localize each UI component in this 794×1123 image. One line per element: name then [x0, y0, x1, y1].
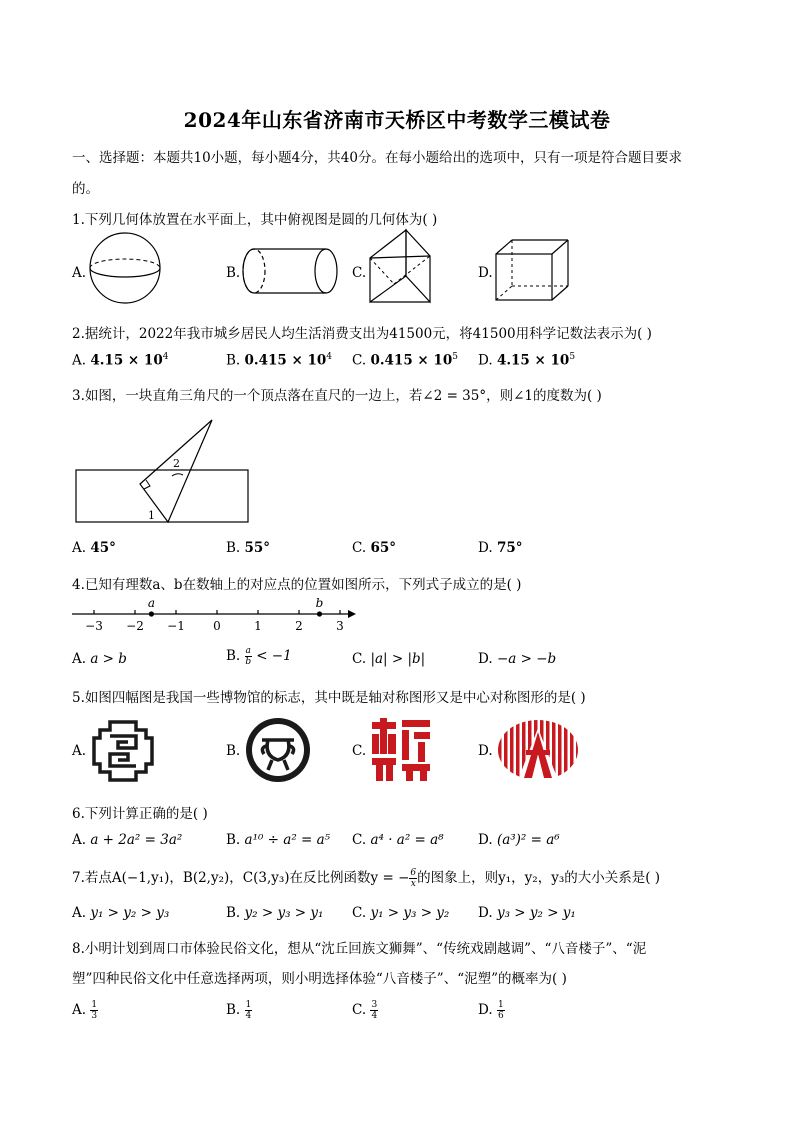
option-label: A. [72, 905, 87, 921]
q5-option-c-label: C. [352, 743, 367, 759]
stem-text: 的图象上，则y₁，y₂，y₃的大小关系是( ) [417, 870, 661, 886]
q8-option-a [72, 1000, 98, 1021]
q6-option-b [226, 832, 330, 848]
option-value: 65° [370, 540, 396, 556]
option-label: C. [352, 1002, 367, 1018]
option-label: C. [352, 832, 367, 848]
q4-option-c [352, 651, 425, 667]
number-line-tick-label: −1 [167, 619, 185, 633]
option-value: y₃ > y₂ > y₁ [496, 905, 576, 921]
inverse-function-fraction [409, 868, 417, 889]
option-value: −a > −b [496, 651, 557, 667]
option-label: B. [226, 905, 241, 921]
logo-stripe [570, 718, 574, 782]
option-label: B. [226, 540, 241, 556]
q6-option-a [72, 832, 182, 848]
q3-option-b [226, 540, 270, 556]
question-3-stem: 3.如图，一块直角三角尺的一个顶点落在直尺的一边上，若∠2 = 35°，则∠1的度数为( ) [72, 388, 602, 404]
number-line-tick-label: 0 [213, 619, 221, 633]
option-label: D. [478, 1002, 493, 1018]
option-value: |a| > |b| [370, 651, 426, 667]
fraction-denominator: 6 [497, 1011, 504, 1021]
question-2-stem: 2.据统计，2022年我市城乡居民人均生活消费支出为41500元，将41500用科学记数法表示为( ) [72, 326, 652, 342]
fraction-numerator: 1 [91, 1000, 98, 1010]
q8-option-b [226, 1000, 252, 1021]
option-label: B. [226, 1002, 241, 1018]
q1-option-d-label: D. [478, 265, 493, 281]
number-line-point-a [149, 611, 154, 616]
q3-option-d [478, 540, 522, 556]
logo-stripe [558, 718, 562, 782]
q5-option-a-label: A. [72, 743, 87, 759]
q7-option-b [226, 905, 323, 921]
question-8-stem-line1: 8.小明计划到周口市体验民俗文化，想从“沈丘回族文狮舞”、“传统戏剧越调”、“八音楼子”、“泥 [72, 941, 647, 957]
question-4-stem: 4.已知有理数a、b在数轴上的对应点的位置如图所示，下列式子成立的是( ) [72, 577, 522, 593]
option-exponent: 5 [452, 352, 458, 362]
fraction-denominator: 4 [245, 1011, 252, 1021]
fraction-numerator: a [245, 646, 251, 656]
number-line-point-label: a [147, 596, 155, 610]
option-value: 55° [244, 540, 271, 556]
red-striped-arch-logo-icon [496, 718, 580, 782]
q3-option-c [352, 540, 396, 556]
logo-stripe [510, 718, 514, 782]
option-label: C. [352, 651, 367, 667]
q2-option-d [478, 352, 575, 369]
meander-logo-icon [90, 718, 156, 784]
number-line-tick-label: 2 [295, 619, 303, 633]
option-value: < −1 [256, 648, 292, 664]
red-glyph-logo-icon [370, 718, 432, 782]
q8-option-c [352, 1000, 378, 1021]
option-label: D. [478, 651, 493, 667]
fraction-denominator: b [245, 657, 252, 667]
option-label: A. [72, 540, 87, 556]
option-fraction [497, 1000, 505, 1021]
logo-stripe [576, 718, 580, 782]
option-value: 75° [496, 540, 523, 556]
sphere-icon [88, 233, 164, 305]
option-fraction [90, 1000, 98, 1021]
q1-option-c-label: C. [352, 265, 367, 281]
option-label: A. [72, 832, 87, 848]
number-line-tick-label: 1 [254, 619, 262, 633]
q3-option-a [72, 540, 116, 556]
q5-option-d-label: D. [478, 743, 493, 759]
question-8-stem-line2: 塑”四种民俗文化中任意选择两项，则小明选择体验“八音楼子”、“泥塑”的概率为( ) [72, 971, 567, 987]
section-instructions-line1: 一、选择题：本题共10小题，每小题4分，共40分。在每小题给出的选项中，只有一项是符合题目要求 [72, 150, 682, 166]
option-value: a > b [90, 651, 127, 667]
option-exponent: 4 [162, 352, 169, 362]
option-value: y₂ > y₃ > y₁ [244, 905, 324, 921]
option-exponent: 4 [326, 352, 333, 362]
angle-1-label: 1 [148, 509, 155, 522]
option-value: (a³)² = a⁶ [496, 832, 560, 848]
option-label: D. [478, 832, 493, 848]
option-value: 4.15 × 10 [90, 352, 163, 369]
option-value: 0.415 × 10 [370, 352, 453, 369]
option-value: 0.415 × 10 [244, 352, 327, 369]
option-label: B. [226, 648, 241, 664]
option-fraction [245, 1000, 253, 1021]
option-fraction [245, 646, 252, 667]
q8-option-d [478, 1000, 505, 1021]
fraction-numerator: 1 [497, 1000, 504, 1010]
question-5-stem: 5.如图四幅图是我国一些博物馆的标志，其中既是轴对称图形又是中心对称图形的是( ) [72, 690, 586, 706]
q6-option-c [352, 832, 444, 848]
logo-stripe [564, 718, 568, 782]
triangular-prism-icon [368, 228, 446, 304]
section-instructions-line2: 的。 [72, 181, 99, 197]
option-value: a + 2a² = 3a² [90, 832, 183, 848]
question-6-stem: 6.下列计算正确的是( ) [72, 806, 208, 822]
fraction-numerator: 3 [371, 1000, 378, 1010]
page-title: 2024年山东省济南市天桥区中考数学三模试卷 [183, 108, 611, 132]
option-fraction [370, 1000, 378, 1021]
fraction-denominator: x [410, 879, 416, 889]
q6-option-d [478, 832, 560, 848]
logo-stripe [516, 718, 520, 782]
option-label: C. [352, 352, 367, 369]
q4-option-d [478, 651, 556, 667]
q5-option-b-label: B. [226, 743, 241, 759]
option-value: a¹⁰ ÷ a² = a⁵ [244, 832, 331, 848]
q4-option-a [72, 651, 127, 667]
q7-option-c [352, 905, 449, 921]
cube-icon [494, 238, 572, 302]
q7-option-a [72, 905, 169, 921]
option-label: A. [72, 352, 87, 369]
number-line-tick-label: −2 [126, 619, 144, 633]
option-label: D. [478, 540, 493, 556]
q1-option-a-label: A. [72, 265, 87, 281]
option-exponent: 5 [569, 352, 576, 362]
option-label: D. [478, 352, 493, 369]
option-label: B. [226, 352, 241, 369]
fraction-denominator: 4 [371, 1011, 378, 1021]
vessel-circle-logo-icon [244, 716, 312, 784]
fraction-numerator: 1 [245, 1000, 252, 1010]
number-line-tick-label: −3 [85, 619, 103, 633]
logo-stripe [504, 718, 508, 782]
fraction-denominator: 3 [91, 1011, 98, 1021]
angle-2-label: 2 [173, 457, 180, 470]
q2-option-b [226, 352, 332, 369]
option-value: 45° [90, 540, 116, 556]
option-label: C. [352, 905, 367, 921]
q4-option-b [226, 646, 292, 667]
ruler-triangle-figure [76, 418, 252, 526]
q2-option-c [352, 352, 458, 369]
number-line-tick-label: 3 [336, 619, 344, 633]
q7-option-d [478, 905, 576, 921]
number-line-point-label: b [315, 596, 324, 610]
option-value: y₁ > y₃ > y₂ [370, 905, 450, 921]
option-label: B. [226, 832, 241, 848]
q1-option-b-label: B. [226, 265, 241, 281]
option-label: A. [72, 1002, 87, 1018]
stem-text: 7.若点A(−1,y₁)，B(2,y₂)，C(3,y₃)在反比例函数y = − [72, 870, 410, 886]
q2-option-a [72, 352, 168, 369]
option-label: D. [478, 905, 493, 921]
option-value: 4.15 × 10 [496, 352, 570, 369]
option-value: a⁴ · a² = a⁸ [370, 832, 444, 848]
number-line-point-b [317, 611, 322, 616]
option-label: C. [352, 540, 367, 556]
fraction-numerator: 6 [410, 868, 417, 878]
option-value: y₁ > y₂ > y₃ [90, 905, 170, 921]
cylinder-icon [242, 248, 338, 296]
question-7-stem [72, 866, 660, 889]
number-line [70, 596, 360, 636]
logo-stripe [498, 718, 502, 782]
option-label: A. [72, 651, 87, 667]
question-1-stem: 1.下列几何体放置在水平面上，其中俯视图是圆的几何体为( ) [72, 212, 438, 228]
